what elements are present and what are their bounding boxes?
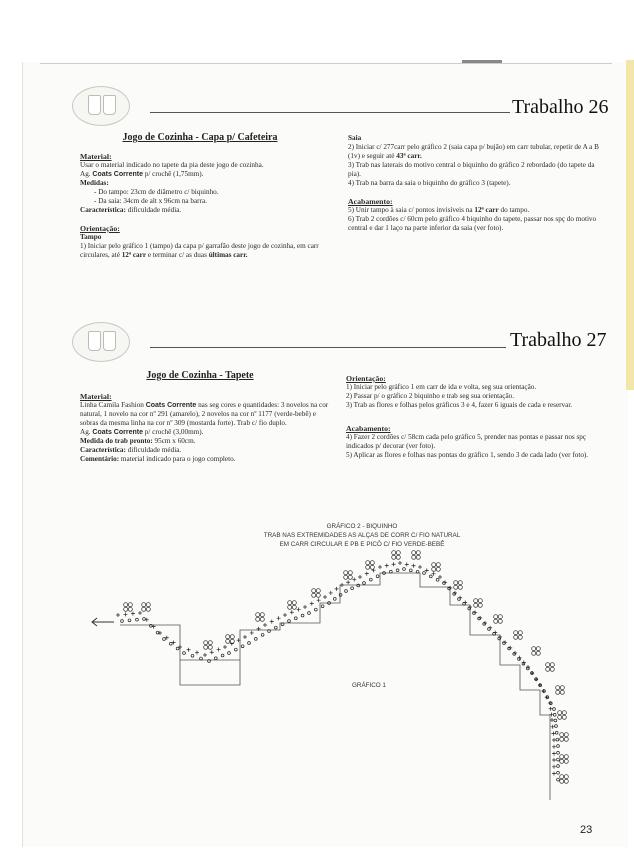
material-heading: Material: [80,392,112,401]
stitch-mark [508,646,512,650]
picot-flower-icon [532,647,541,656]
trabalho-27-title: Trabalho 27 [510,329,607,351]
chain-mark [156,631,159,634]
cup-badge-icon [72,322,130,362]
t27-right-column [346,374,600,460]
stitch-mark [493,631,497,635]
t26-heading: Jogo de Cozinha - Capa p/ Cafeteira [122,132,278,143]
stitch-mark [283,613,287,617]
medida-line: Medida do trab pronto: 95cm x 60cm. [80,437,196,445]
page-number: 23 [580,824,593,836]
chain-mark [557,751,560,754]
picot-flower-icon [124,603,133,612]
picot-flower-icon [560,775,569,784]
chain-mark [241,645,244,648]
stitch-mark [478,616,482,620]
chain-mark [221,654,224,657]
medidas-heading: Medidas: [80,179,109,187]
chain-mark [351,587,354,590]
tampo-text: 1) Iniciar pelo gráfico 1 (tampo) da capa p/ garrafão deste jogo de cozinha, em carr circulares, até 12ª carr e terminar c/ as duas últimas carr. [80,242,319,259]
stitch-mark [223,645,227,649]
chain-mark [403,568,406,571]
stitch-mark [530,671,534,675]
picot-flower-icon [560,755,569,764]
orient-step-2: 2) Passar p/ o gráfico 2 biquinho e trab seg sua orientação. [346,392,515,400]
stitch-mark [116,613,120,617]
chain-mark [357,584,360,587]
cup-icon [103,95,116,115]
picot-flower-icon [546,663,555,672]
chain-mark [345,590,348,593]
diagram-caption-3: EM CARR CIRCULAR E PB E PICÔ C/ FIO VERDE-BEBÊ [279,541,445,548]
stitch-mark [473,610,477,614]
stitch-mark [131,612,135,616]
stitch-mark [534,677,538,681]
stitch-mark [458,596,462,600]
direction-arrow-icon [92,618,114,626]
orient-step-1: 1) Iniciar pelo gráfico 1 em carr de ida e volta, seg sua orientação. [346,383,537,391]
crochet-chart-diagram [80,515,590,800]
chain-mark [376,575,379,578]
chain-mark [557,745,560,748]
stitch-mark [549,707,553,711]
t26-left-column [80,152,330,260]
grafico-1-label: GRÁFICO 1 [352,682,386,689]
stitch-mark [552,738,556,742]
page-edge-strip [626,60,634,390]
picot-flower-icon [256,613,265,622]
stitch-mark [425,568,429,572]
stitch-mark [290,610,294,614]
picot-flower-icon [474,599,483,608]
chain-mark [301,614,304,617]
stitch-mark [498,635,502,639]
picot-flower-icon [432,563,441,572]
header-rule [150,112,510,113]
chain-mark [191,654,194,657]
stitch-mark [385,564,389,568]
caracteristica-line: Característica: dificuldade média. [80,446,182,454]
stitch-mark [178,645,182,649]
orient-step-3: 3) Trab as flores e folhas pelos gráficos 3 e 4, fazer 6 iguais de cada e reservar. [346,401,573,409]
grafico-1-outline [120,573,550,800]
stitch-mark [310,602,314,606]
chain-mark [436,578,439,581]
chain-mark [261,633,264,636]
chain-mark [308,612,311,615]
chain-mark [176,647,179,650]
picot-flower-icon [142,603,151,612]
chain-mark [553,713,556,716]
acabamento-step-5: 5) Unir tampo à saia c/ pontos invisíveis na 12ª carr do tampo. [348,206,530,214]
caracteristica-line: Característica: dificuldade média. [80,206,182,214]
stitch-mark [352,578,356,582]
chain-mark [214,657,217,660]
stitch-mark [303,605,307,609]
chain-mark [183,652,186,655]
chain-mark [288,620,291,623]
t27-heading: Jogo de Cozinha - Tapete [146,370,254,381]
stitch-mark [217,648,221,652]
material-text: Linha Camila Fashion Coats Corrente nas seg cores e quantidades: 3 novelos na cor natural, 1 novelo na cor nº 291 (amarelo), 2 novelos na cor nº 1177 (verde-bebê) e sobras da mesma linha na cor nº 309 (mostarda forte). Trab c/ fio duplo. [80,401,329,427]
picot-flower-icon [556,686,565,695]
stitch-mark [138,611,142,615]
stitch-mark [398,561,402,565]
chain-mark [557,765,560,768]
stitch-mark [443,580,447,584]
stitch-mark [551,725,555,729]
comentario-line: Comentário: material indicado para o jogo completo. [80,455,236,463]
stitch-mark [195,650,199,654]
stitch-mark [412,564,416,568]
stitch-mark [378,565,382,569]
stitch-mark [335,587,339,591]
stitch-mark [463,601,467,605]
chain-mark [555,731,558,734]
acabamento-step-5: 5) Aplicar as flores e folhas nas pontas do gráfico 1, sendo 3 de cada lado (ver foto). [346,451,589,459]
chain-mark [557,778,560,781]
stitch-mark [405,562,409,566]
stitch-mark [358,575,362,579]
picot-flower-icon [412,551,421,560]
header-rule [150,347,506,348]
picot-flower-icon [494,615,503,624]
chain-mark [254,638,257,641]
chain-mark [553,708,556,711]
chain-mark [557,771,560,774]
picot-flowers [124,551,569,784]
stitch-mark [263,623,267,627]
stitch-mark [329,591,333,595]
stitch-mark [323,595,327,599]
saia-step-4: 4) Trab na barra da saia o biquinho do gráfico 3 (tapete). [348,179,511,187]
picot-flower-icon [288,601,297,610]
stitch-mark [483,621,487,625]
picot-flower-icon [560,733,569,742]
stitch-mark [453,591,457,595]
picot-flower-icon [514,631,523,640]
stitch-mark [270,620,274,624]
stitch-mark [340,583,344,587]
diagram-caption-1: GRÁFICO 2 - BIQUINHO [326,523,398,530]
stitch-mark [552,752,556,756]
picot-flower-icon [366,561,375,570]
stitch-mark [552,772,556,776]
stitch-mark [392,562,396,566]
material-heading: Material: [80,152,112,161]
stitch-mark [513,651,517,655]
stitch-mark [522,661,526,665]
chain-mark [248,642,251,645]
stitch-mark [552,745,556,749]
picot-flower-icon [344,571,353,580]
saia-step-2: 2) Iniciar c/ 277carr pelo gráfico 2 (saia capa p/ bujão) em carr tubular, repetir de A a B (1v) e seguir até 43ª carr. [348,143,599,160]
stitch-mark [365,572,369,576]
stitch-mark [346,580,350,584]
stitch-mark [468,605,472,609]
chain-mark [555,725,558,728]
chain-mark [121,620,124,623]
stitch-mark [187,648,191,652]
chain-mark [314,608,317,611]
t26-right-column [348,134,600,233]
chain-mark [363,582,366,585]
stitch-mark [250,631,254,635]
stitch-mark [277,616,281,620]
picot-flower-icon [204,641,213,650]
chain-mark [333,598,336,601]
orientacao-heading: Orientação: [80,224,120,233]
stitch-mark [551,732,555,736]
chain-mark [369,578,372,581]
chain-mark [429,575,432,578]
stitch-mark [418,565,422,569]
orientacao-heading: Orientação: [346,374,386,383]
acabamento-heading: Acabamento: [348,197,393,206]
stitch-mark [552,765,556,769]
stitch-mark [203,653,207,657]
chain-mark [321,605,324,608]
stitch-mark [448,586,452,590]
chain-mark [234,648,237,651]
medidas-saia: - Da saia: 34cm de alt x 96cm na barra. [94,197,207,205]
medidas-tampo: - Do tampo: 23cm de diâmetro c/ biquinho. [94,188,219,196]
needle-line: Ag. Coats Corrente p/ crochê (3,00mm). [80,428,204,436]
acabamento-heading: Acabamento: [346,424,391,433]
acabamento-step-4: 4) Fazer 2 cordões c/ 58cm cada pelo gráfico 5, prender nas pontas e passar nos spç indicados p/ decorar (ver foto). [346,433,587,450]
cup-icon [103,331,116,351]
stitch-mark [297,608,301,612]
cup-badge-icon [72,86,130,126]
stitch-mark [503,640,507,644]
chain-mark [200,657,203,660]
picot-flower-icon [454,581,463,590]
picot-flower-icon [226,635,235,644]
needle-line: Ag. Coats Corrente p/ crochê (1,75mm). [80,170,204,178]
picot-flower-icon [392,551,401,560]
stitch-mark [432,572,436,576]
stitch-mark [210,650,214,654]
stitch-mark [123,612,127,616]
chain-mark [228,652,231,655]
diagram-caption-2: TRAB NAS EXTREMIDADES AS ALÇAS DE CORR C/ FIO NATURAL [263,532,461,539]
tampo-heading: Tampo [80,233,102,241]
trabalho-26-title: Trabalho 26 [512,96,609,118]
top-rule [40,63,612,64]
acabamento-step-6: 6) Trab 2 cordões c/ 60cm pelo gráfico 4 biquinho do tapete, passar nos spç do motivo central e dar 1 laço na parte inferior da saia (ver foto). [348,215,597,232]
chain-mark [274,626,277,629]
t27-left-column [80,392,332,464]
chain-mark [557,758,560,761]
chain-mark [556,738,559,741]
cup-icon [88,331,101,351]
chain-mark [128,619,131,622]
saia-step-3: 3) Trab nas laterais do motivo central o biquinho do gráfico 2 rebordado (do tapete da pia). [348,161,595,178]
stitch-mark [550,718,554,722]
top-mark [462,60,502,63]
stitch-mark [552,758,556,762]
stitch-mark [243,635,247,639]
chain-mark [294,617,297,620]
chain-mark [136,618,139,621]
stitch-mark [517,656,521,660]
material-text: Usar o material indicado no tapete da pia deste jogo de cozinha. [80,161,264,169]
picot-flower-icon [558,711,567,720]
chain-mark [339,593,342,596]
cup-icon [88,95,101,115]
chain-mark [396,569,399,572]
grafico-1-inner-step [180,660,240,685]
chain-mark [409,569,412,572]
stitch-mark [317,598,321,602]
saia-heading: Saia [348,134,362,142]
stitch-pattern [116,561,559,781]
chain-mark [423,572,426,575]
stitch-mark [488,626,492,630]
chain-mark [554,719,557,722]
picot-flower-icon [312,589,321,598]
